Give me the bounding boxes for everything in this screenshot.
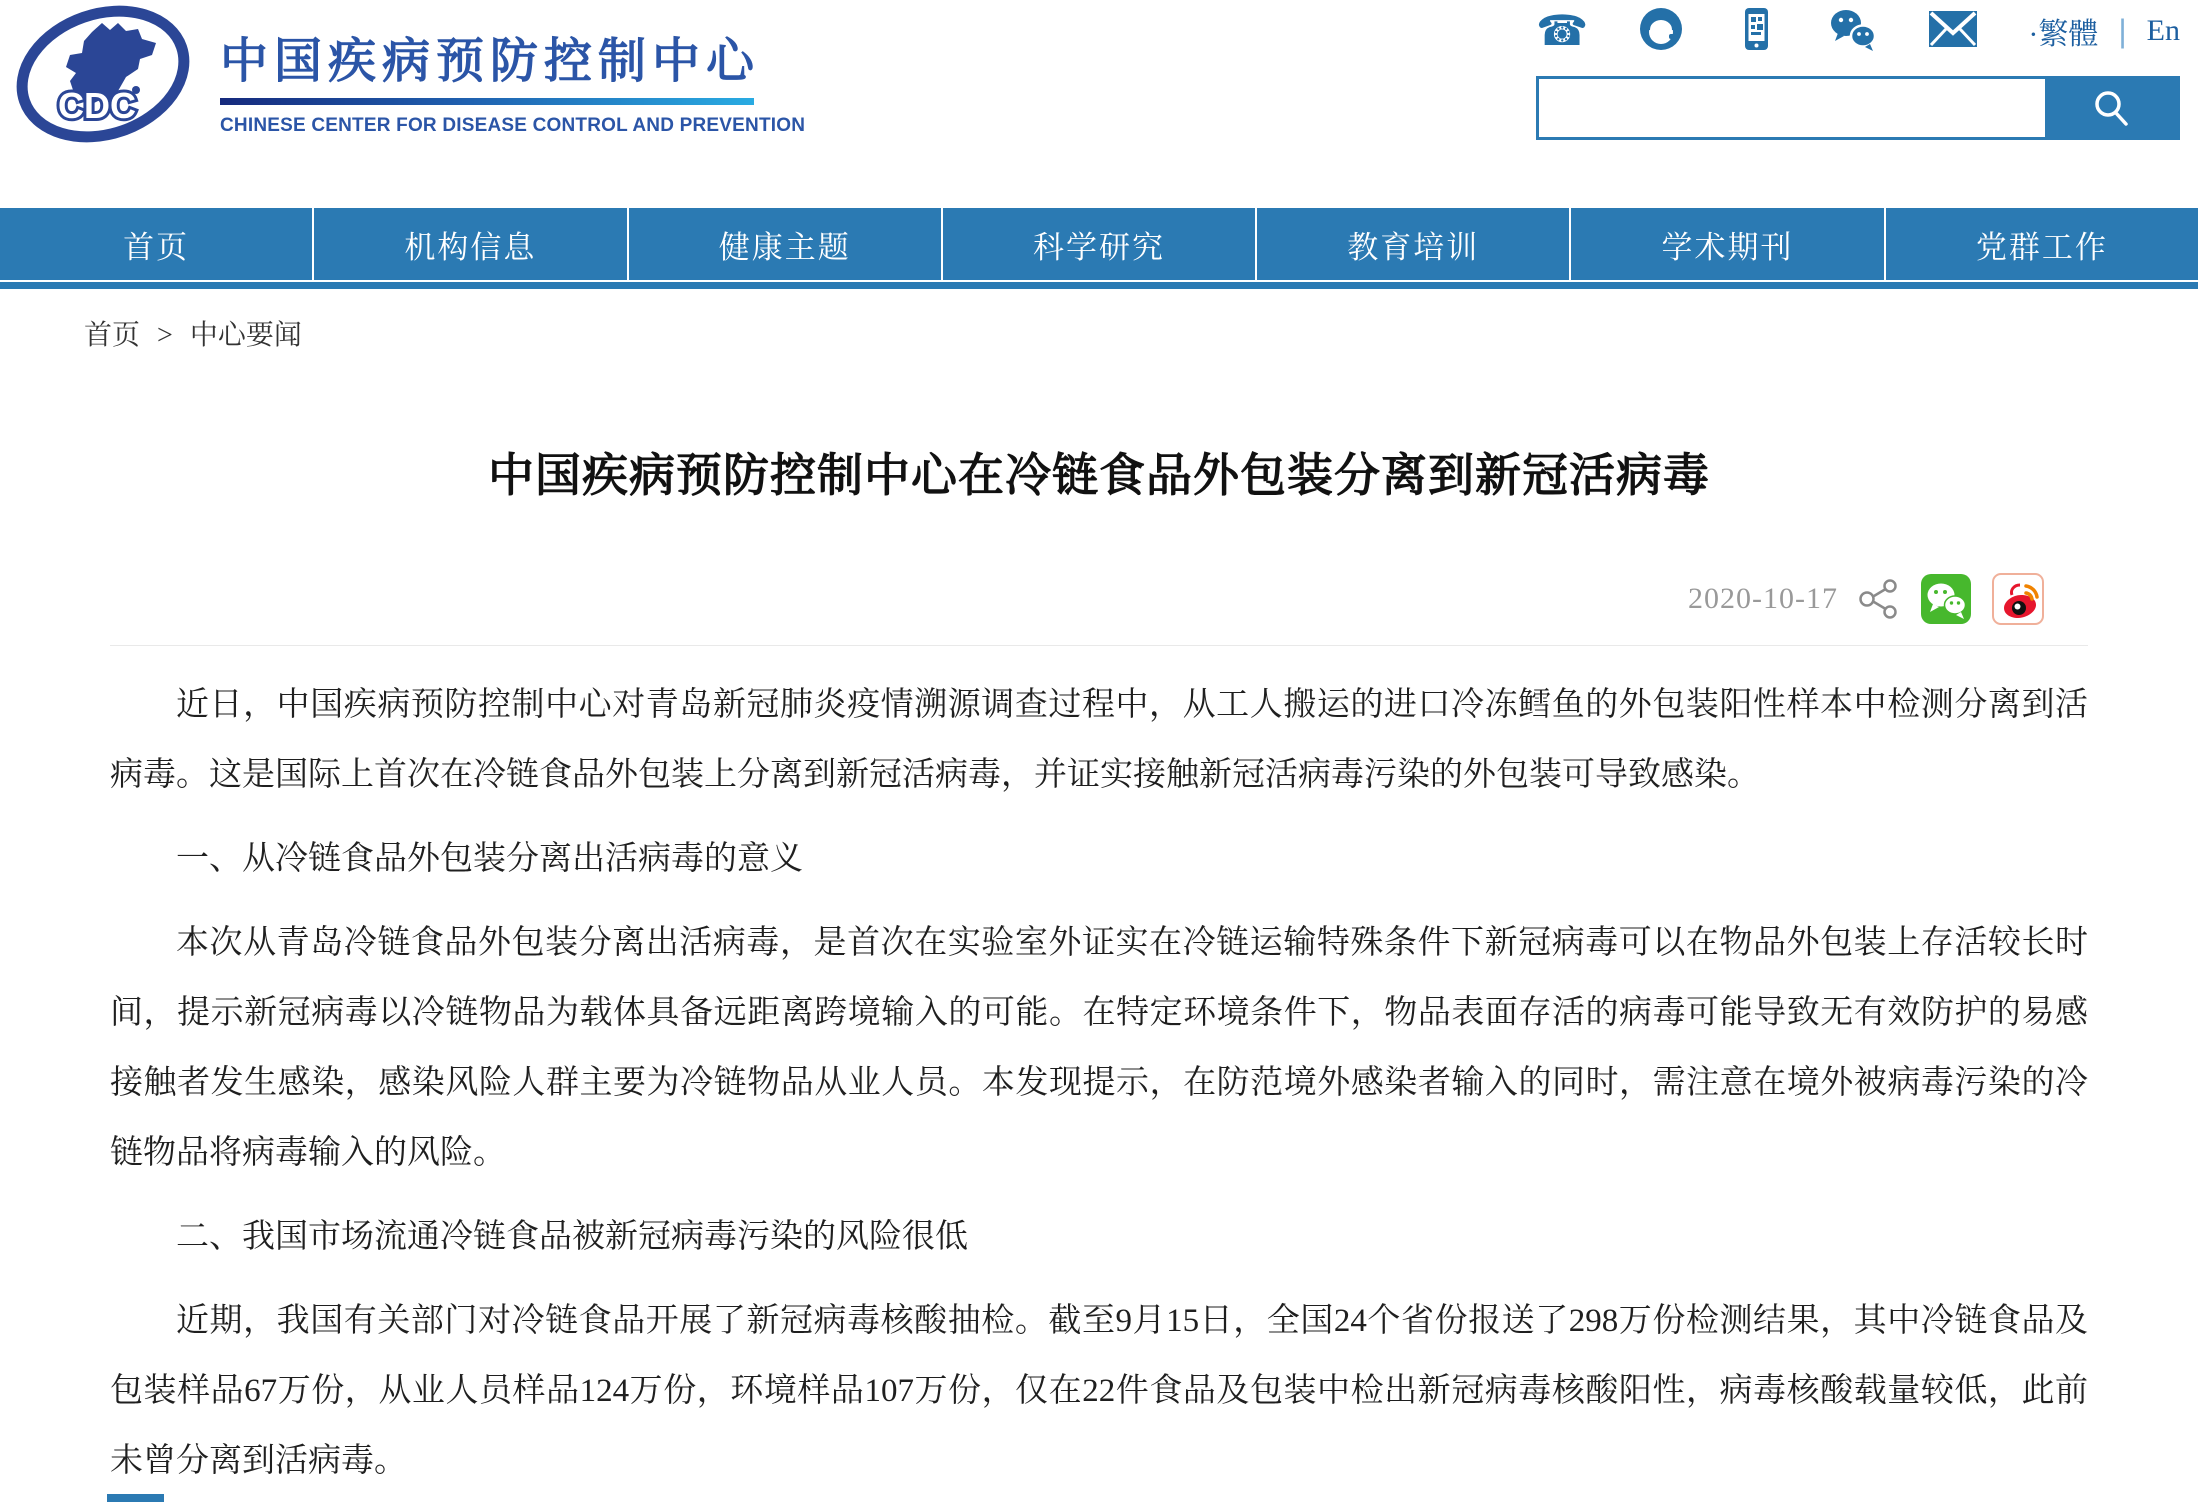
section-heading-2: 二、我国市场流通冷链食品被新冠病毒污染的风险很低 — [176, 1219, 968, 1255]
cdc-logo[interactable] — [12, 2, 194, 157]
nav-item-journals[interactable]: 学术期刊 — [1571, 208, 1885, 280]
brand-rule-divider — [220, 98, 754, 105]
site-name-en: CHINESE CENTER FOR DISEASE CONTROL AND PREVENTION — [220, 114, 806, 136]
mobile-qr-icon[interactable] — [1733, 6, 1779, 57]
meta-divider — [110, 645, 2088, 646]
lang-en-link[interactable]: En — [2146, 14, 2180, 47]
site-header — [0, 0, 2198, 208]
wechat-icon[interactable] — [1828, 6, 1878, 57]
breadcrumb-home-link[interactable]: 首页 — [84, 320, 141, 351]
search-bar — [1536, 76, 2180, 140]
search-button[interactable] — [2045, 79, 2177, 137]
mail-icon[interactable] — [1927, 7, 1979, 56]
article-paragraph: 近期，我国有关部门对冷链食品开展了新冠病毒核酸抽检。截至9月15日，全国24个省份报送了298万份检测结果，其中冷链食品及包装样品67万份，从业人员样品124万份，环境样品107万份，仅在22件食品及包装中检出新冠病毒核酸阳性，病毒核酸载量较低，此前未曾分离到活病毒。 — [110, 1303, 2088, 1479]
lang-traditional-link[interactable]: ·繁體 — [2028, 18, 2099, 51]
nav-item-health[interactable]: 健康主题 — [629, 208, 943, 280]
search-input[interactable] — [1539, 79, 2045, 137]
article-meta-row — [110, 573, 2044, 625]
phone-icon[interactable]: ☎ — [1536, 6, 1589, 55]
share-icon[interactable] — [1858, 578, 1900, 620]
main-nav — [0, 208, 2198, 289]
nav-item-party[interactable]: 党群工作 — [1975, 229, 2108, 265]
wechat-share-icon[interactable] — [1920, 573, 1972, 625]
customer-service-icon[interactable] — [1638, 6, 1684, 57]
breadcrumb-current-link[interactable]: 中心要闻 — [189, 320, 302, 351]
nav-item-home[interactable]: 首页 — [0, 208, 314, 280]
article-paragraph: 本次从青岛冷链食品外包装分离出活病毒，是首次在实验室外证实在冷链运输特殊条件下新冠病毒可以在物品外包装上存活较长时间，提示新冠病毒以冷链物品为载体具备远距离跨境输入的可能。在特定环境条件下，物品表面存活的病毒可能导致无有效防护的易感接触者发生感染，感染风险人群主要为冷链物品从业人员。本发现提示，在防范境外感染者输入的同时，需注意在境外被病毒污染的冷链物品将病毒输入的风险。 — [110, 925, 2088, 1171]
header-quick-links — [1536, 6, 2180, 56]
article-title: 中国疾病预防控制中心在冷链食品外包装分离到新冠活病毒 — [488, 450, 1710, 501]
footer-edge — [107, 1494, 164, 1502]
site-name: 中国疾病预防控制中心 — [220, 35, 761, 88]
breadcrumb-separator: > — [157, 320, 173, 351]
article-date: 2020-10-17 — [1688, 582, 1838, 615]
article-paragraph: 近日，中国疾病预防控制中心对青岛新冠肺炎疫情溯源调查过程中，从工人搬运的进口冷冻鳕鱼的外包装阳性样本中检测分离到活病毒。这是国际上首次在冷链食品外包装上分离到新冠活病毒，并证实接触新冠活病毒污染的外包装可导致感染。 — [110, 687, 2088, 793]
brand[interactable] — [12, 2, 805, 157]
search-icon — [2089, 86, 2133, 130]
logo-acronym: CDC — [58, 85, 136, 126]
nav-item-research[interactable]: 科学研究 — [943, 208, 1257, 280]
nav-item-org-info[interactable]: 机构信息 — [314, 208, 628, 280]
breadcrumb — [84, 313, 2198, 353]
nav-bottom-strip — [0, 282, 2198, 289]
article — [0, 439, 2198, 1496]
weibo-share-icon[interactable] — [1992, 573, 2044, 625]
lang-divider: | — [2118, 12, 2127, 49]
section-heading-1: 一、从冷链食品外包装分离出活病毒的意义 — [176, 841, 803, 877]
nav-item-training[interactable]: 教育培训 — [1257, 208, 1571, 280]
